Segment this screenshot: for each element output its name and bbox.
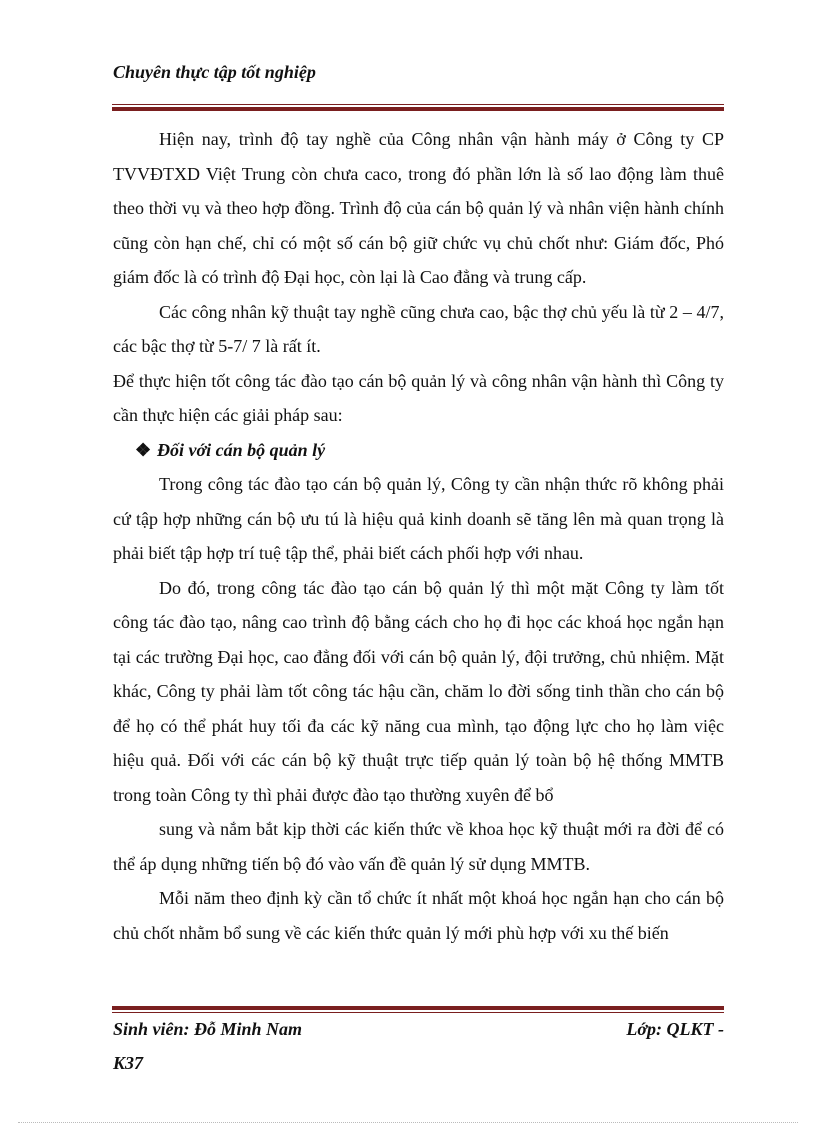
header-divider [112,104,724,111]
main-content [113,122,724,950]
paragraph: Để thực hiện tốt công tác đào tạo cán bộ quản lý và công nhân vận hành thì Công ty cần thực hiện các giải pháp sau: [113,370,724,425]
page-header-title: Chuyên thực tập tốt nghiệp [113,62,316,82]
paragraph: Trong công tác đào tạo cán bộ quản lý, Công ty cần nhận thức rõ không phải cứ tập hợp những cán bộ ưu tú là hiệu quả kinh doanh sẽ tăng lên mà quan trọng là phải biết tập hợp trí tuệ tập thể, phải biết cách phối hợp với nhau. [113,474,724,563]
class-code-continuation: K37 [113,1053,144,1073]
page-footer [113,1012,724,1080]
class-code: Lớp: QLKT - [626,1019,724,1039]
paragraph: Hiện nay, trình độ tay nghề của Công nhân vận hành máy ở Công ty CP TVVĐTXD Việt Trung còn chưa caco, trong đó phần lớn là số lao động làm thuê theo thời vụ và theo hợp đồng. Trình độ của cán bộ quản lý và nhân viện hành chính cũng còn hạn chế, chỉ có một số cán bộ giữ chức vụ chủ chốt như: Giám đốc, Phó giám đốc là có trình độ Đại học, còn lại là Cao đẳng và trung cấp. [113,129,724,287]
subheading-text: Đối với cán bộ quản lý [157,439,326,460]
diamond-bullet-icon: ❖ [135,439,152,460]
paragraph: Do đó, trong công tác đào tạo cán bộ quản lý thì một mặt Công ty làm tốt công tác đào tạo, nâng cao trình độ bằng cách cho họ đi học các khoá học ngắn hạn tại các trường Đại học, cao đẳng đối với cán bộ quản lý, đội trưởng, chủ nhiệm. Mặt khác, Công ty phải làm tốt công tác hậu cần, chăm lo đời sống tinh thần cho cán bộ để họ có thể phát huy tối đa các kỹ năng cua mình, tạo động lực cho họ làm việc hiệu quả. Đối với các cán bộ kỹ thuật trực tiếp quản lý toàn bộ hệ thống MMTB trong toàn Công ty thì phải được đào tạo thường xuyên để bổ [113,577,724,805]
paragraph: sung và nắm bắt kịp thời các kiến thức về khoa học kỹ thuật mới ra đời để có thể áp dụng những tiến bộ đó vào vấn đề quản lý sử dụng MMTB. [113,819,724,874]
student-name: Sinh viên: Đỗ Minh Nam [113,1019,303,1039]
paragraph: Mỗi năm theo định kỳ cần tổ chức ít nhất một khoá học ngắn hạn cho cán bộ chủ chốt nhằm bổ sung về các kiến thức quản lý mới phù hợp với xu thế biến [113,888,724,943]
paragraph: Các công nhân kỹ thuật tay nghề cũng chưa cao, bậc thợ chủ yếu là từ 2 – 4/7, các bậc thợ từ 5-7/ 7 là rất ít. [113,301,724,356]
section-subheading [113,433,724,468]
